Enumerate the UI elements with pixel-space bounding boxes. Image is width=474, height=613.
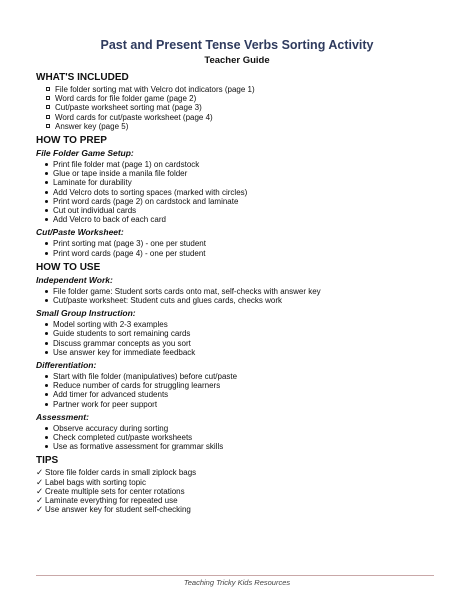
list-item: Cut/paste worksheet sorting mat (page 3): [36, 103, 446, 112]
independent-work-list: [36, 287, 446, 305]
list-item: Add Velcro dots to sorting spaces (marked with circles): [36, 188, 446, 197]
checkmark-icon: ✓: [36, 504, 44, 515]
list-item: Print sorting mat (page 3) - one per student: [36, 239, 446, 248]
list-item: ✓ Use answer key for student self-checking: [36, 504, 191, 515]
checkmark-icon: ✓: [36, 485, 44, 496]
list-item: Use answer key for immediate feedback: [36, 348, 446, 357]
list-item: Answer key (page 5): [36, 122, 446, 131]
list-item: Guide students to sort remaining cards: [36, 329, 446, 338]
document-subtitle: Teacher Guide: [204, 55, 270, 66]
list-item: Cut out individual cards: [36, 206, 446, 215]
bullet-icon: [45, 252, 48, 255]
list-item: ✓ Create multiple sets for center rotations: [36, 485, 185, 496]
bullet-icon: [45, 218, 48, 221]
differentiation-list: [36, 372, 446, 409]
subheading-independent-work: Independent Work:: [36, 274, 113, 285]
list-item: Model sorting with 2-3 examples: [36, 320, 446, 329]
subheading-assessment: Assessment:: [36, 411, 89, 422]
section-heading-whats-included: WHAT'S INCLUDED: [36, 72, 129, 83]
list-item: Reduce number of cards for struggling learners: [36, 381, 446, 390]
checkbox-icon: [46, 96, 50, 100]
tips-list: [36, 468, 446, 514]
subheading-file-folder-setup: File Folder Game Setup:: [36, 148, 134, 159]
checkmark-icon: ✓: [36, 495, 44, 506]
section-heading-tips: TIPS: [36, 455, 59, 467]
list-item: Start with file folder (manipulatives) before cut/paste: [36, 372, 446, 381]
checkbox-icon: [46, 87, 50, 91]
whats-included-list: [36, 85, 446, 131]
bullet-icon: [45, 242, 48, 245]
list-item: Laminate for durability: [36, 178, 446, 187]
bullet-icon: [45, 342, 48, 345]
assessment-list: [36, 424, 446, 452]
list-item: Word cards for cut/paste worksheet (page 4): [36, 113, 446, 122]
bullet-icon: [45, 375, 48, 378]
list-item: Observe accuracy during sorting: [36, 424, 446, 433]
footer-credit: Teaching Tricky Kids Resources: [183, 578, 291, 587]
list-item: Cut/paste worksheet: Student cuts and glues cards, checks work: [36, 296, 446, 305]
bullet-icon: [45, 209, 48, 212]
list-item: Use as formative assessment for grammar skills: [36, 442, 446, 451]
checkbox-icon: [46, 124, 50, 128]
bullet-icon: [45, 290, 48, 293]
cut-paste-list: [36, 239, 446, 257]
section-heading-how-to-use: HOW TO USE: [36, 261, 101, 273]
bullet-icon: [45, 436, 48, 439]
subheading-small-group: Small Group Instruction:: [36, 308, 136, 319]
section-heading-how-to-prep: HOW TO PREP: [36, 135, 107, 147]
document-title: Past and Present Tense Verbs Sorting Activity: [100, 38, 374, 52]
bullet-icon: [45, 323, 48, 326]
list-item: Print word cards (page 2) on cardstock and laminate: [36, 197, 446, 206]
list-item: File folder game: Student sorts cards onto mat, self-checks with answer key: [36, 287, 446, 296]
list-item: Partner work for peer support: [36, 400, 446, 409]
footer-divider: [36, 575, 434, 576]
bullet-icon: [45, 181, 48, 184]
list-item: Discuss grammar concepts as you sort: [36, 339, 446, 348]
bullet-icon: [45, 172, 48, 175]
list-item: Glue or tape inside a manila file folder: [36, 169, 446, 178]
small-group-list: [36, 320, 446, 357]
list-item: ✓ Label bags with sorting topic: [36, 476, 146, 487]
checkbox-icon: [46, 105, 50, 109]
bullet-icon: [45, 393, 48, 396]
bullet-icon: [45, 445, 48, 448]
bullet-icon: [45, 403, 48, 406]
bullet-icon: [45, 351, 48, 354]
bullet-icon: [45, 384, 48, 387]
checkmark-icon: ✓: [36, 476, 44, 487]
list-item: ✓ Laminate everything for repeated use: [36, 495, 178, 506]
list-item: ✓ Store file folder cards in small ziplock bags: [36, 467, 197, 478]
list-item: Print file folder mat (page 1) on cardstock: [36, 160, 446, 169]
checkbox-icon: [46, 115, 50, 119]
guide-content: [36, 72, 446, 515]
bullet-icon: [45, 332, 48, 335]
list-item: Word cards for file folder game (page 2): [36, 94, 446, 103]
file-folder-setup-list: [36, 160, 446, 224]
list-item: Add Velcro to back of each card: [36, 215, 446, 224]
bullet-icon: [45, 200, 48, 203]
list-item: Check completed cut/paste worksheets: [36, 433, 446, 442]
bullet-icon: [45, 299, 48, 302]
bullet-icon: [45, 427, 48, 430]
bullet-icon: [45, 163, 48, 166]
list-item: Print word cards (page 4) - one per student: [36, 249, 446, 258]
list-item: File folder sorting mat with Velcro dot indicators (page 1): [36, 85, 446, 94]
bullet-icon: [45, 191, 48, 194]
subheading-differentiation: Differentiation:: [36, 360, 97, 371]
list-item: Add timer for advanced students: [36, 390, 446, 399]
subheading-cut-paste-worksheet: Cut/Paste Worksheet:: [36, 227, 124, 238]
checkmark-icon: ✓: [36, 467, 44, 478]
